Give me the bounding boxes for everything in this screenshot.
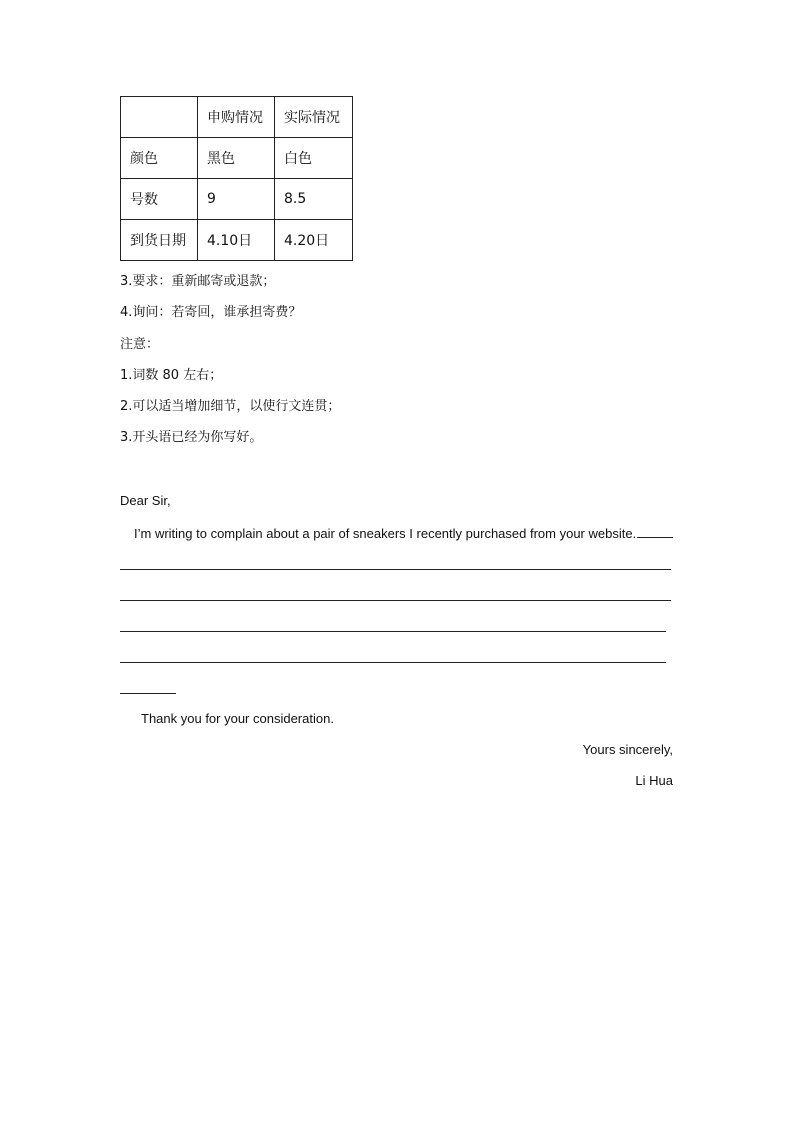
table-row <box>121 138 353 179</box>
table-cell: 9 <box>198 179 275 220</box>
table-row <box>121 179 353 220</box>
table-header-cell: 申购情况 <box>198 97 275 138</box>
letter-salutation: Dear Sir, <box>120 493 171 508</box>
table-cell: 4.20日 <box>275 220 353 261</box>
table-cell <box>121 97 198 138</box>
table-cell: 到货日期 <box>121 220 198 261</box>
table-cell: 黑色 <box>198 138 275 179</box>
table-cell: 8.5 <box>275 179 353 220</box>
letter-opening-text: I’m writing to complain about a pair of sneakers I recently purchased from your website. <box>134 526 637 541</box>
writing-line[interactable] <box>120 662 666 663</box>
writing-line[interactable] <box>120 569 671 570</box>
notes-heading: 注意： <box>120 337 160 352</box>
requirement-line: 3.要求：重新邮寄或退款； <box>120 274 276 289</box>
table-header-row <box>121 97 353 138</box>
order-comparison-table <box>120 96 353 261</box>
table-cell: 号数 <box>121 179 198 220</box>
table-cell: 白色 <box>275 138 353 179</box>
note-line: 2.可以适当增加细节，以使行文连贯； <box>120 399 341 414</box>
table-header-cell: 实际情况 <box>275 97 353 138</box>
table-row <box>121 220 353 261</box>
writing-line[interactable] <box>120 693 176 694</box>
writing-line[interactable] <box>120 631 666 632</box>
letter-closing-line: Thank you for your consideration. <box>141 711 334 726</box>
table-cell: 4.10日 <box>198 220 275 261</box>
letter-sign-off: Yours sincerely, <box>582 742 673 757</box>
writing-blank[interactable] <box>637 523 673 538</box>
note-line: 1.词数 80 左右； <box>120 368 223 383</box>
requirement-line: 4.询问：若寄回，谁承担寄费？ <box>120 305 302 320</box>
letter-opening-paragraph <box>134 523 673 543</box>
letter-signature: Li Hua <box>635 773 673 788</box>
note-line: 3.开头语已经为你写好。 <box>120 430 263 445</box>
table-cell: 颜色 <box>121 138 198 179</box>
writing-line[interactable] <box>120 600 671 601</box>
